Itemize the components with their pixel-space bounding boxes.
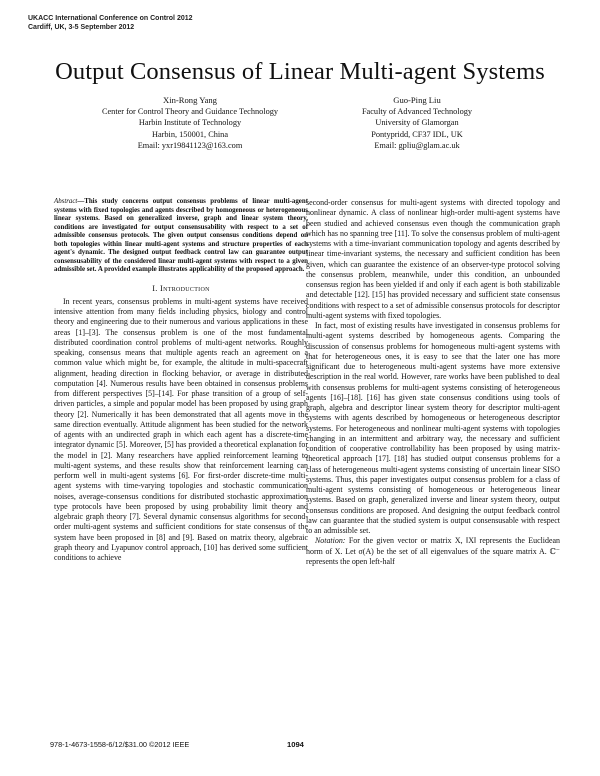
intro-paragraph: second-order consensus for multi-agent systems with directed topology and nonlinear dynamic. A class of nonlinear high-order multi-agent systems have been studied and achieved consensus even though the communication graph which has no spanning tree [11]. To solve the consensus problem of multi-agent systems with a time-invariant communication topology and agents described by linear time-invariant systems, the necessary and sufficient condition has been given, which can guarantee the existence of an observer-type protocol solving the consensus problem, meanwhile, under this condition, an unbounded consensus region has been yielded if and only if each agent is both stabilizable and detectable [12]. [15] has provided necessary and sufficient state consensus conditions with respect to a set of admissible consensus protocols for descriptor multi-agent systems with fixed topologies. xyxy=(306,198,560,320)
author-affiliation: Faculty of Advanced Technology xyxy=(361,107,473,117)
copyright-line: 978-1-4673-1558-6/12/$31.00 ©2012 IEEE xyxy=(50,740,190,749)
abstract-label: Abstract xyxy=(54,198,78,205)
author-institution: University of Glamorgan xyxy=(375,118,459,128)
author-address: Pontypridd, CF37 IDL, UK xyxy=(371,129,463,139)
intro-paragraph: In recent years, consensus problems in multi-agent systems have received intensive attention from many fields including physics, biology and control theory and engineering due to their numerous and various applications in these areas [1]–[3]. The consensus problem is one of the most fundamental distributed coordination control problems of multi-agent networks. Roughly speaking, consensus means that multiple agents reach an agreement on a common value which might be, for example, the altitude in multi-spacecraft alignment, heading direction in flocking behavior, or average in distributed computation [4]. Numerous results have been obtained in consensus problems from different perspectives [5]–[14]. For phase transition of a group of self-driven particles, a simple and popular model has been proposed by using graph theory [2]. Numerically it has been demonstrated that all agents move in the same direction eventually. Attitude alignment has been studied for the network of agents with an undirected graph in which each agent has a discrete-time integrator dynamic [5]. Moreover, [5] has provided a theoretical explanation for the model in [2]. Many researchers have applied reinforcement learning to multi-agent systems, and these results show that reinforcement learning can perform well in multi-agent systems [6]. For first-order discrete-time multi-agent systems with time-varying topologies and stochastic communication noises, average-consensus conditions for distributed stochastic approximation type protocols have been proposed by using probability limit theory and algebraic graph theory [7]. Several dynamic consensus algorithms for second-order multi-agent systems and sufficient conditions for state consensus of the system have been proposed in [8] and [9]. Based on matrix theory, algebraic graph theory and Lyapunov control approach, [10] has derived some sufficient conditions to achieve xyxy=(54,296,308,563)
page-number: 1094 xyxy=(287,740,304,749)
author-email: Email: yxr19841123@163.com xyxy=(137,140,243,150)
author-block-1 xyxy=(70,95,310,151)
author-address: Harbin, 150001, China xyxy=(151,129,229,139)
conference-location: Cardiff, UK, 3-5 September 2012 xyxy=(28,24,135,31)
right-column xyxy=(306,198,560,567)
notation-paragraph xyxy=(306,536,560,567)
author-name: Guo-Ping Liu xyxy=(393,95,441,105)
conference-header xyxy=(28,14,193,32)
author-name: Xin-Rong Yang xyxy=(163,95,217,105)
abstract xyxy=(54,198,308,275)
intro-paragraph: In fact, most of existing results have investigated in consensus problems for multi-agent systems described by homogeneous agents. Comparing the discussion of consensus problems for homogeneous multi-agent systems with that for heterogeneous ones, it is easy to see that the later one has more significant due to heterogeneous multi-agent systems have more extensive description in the real world. However, rare works have been published to deal with consensus problems for multi-agent systems consisting of heterogeneous agents [16]–[18]. [16] has given state consensus conditions using tools of graph, algebra and descriptor linear system theory for descriptor multi-agent systems with agents described by homogeneous or heterogeneous descriptor systems. For heterogeneous and nonlinear multi-agent systems with topologies changing in an intermittent and arbitrary way, the necessary and sufficient condition of cooperative controllability has been proposed by using matrix-theoretical approach [17]. [18] has studied output consensus problems for a class of heterogeneous multi-agent systems consisting of uncertain linear SISO systems. Thus, this paper investigates output consensus problem for a class of multi-agent systems consisting of homogeneous or heterogeneous linear systems. Based on graph, generalized inverse and linear system theory, output consensus conditions are proposed. And designing the output feedback control law can guarantee that the studied system is output consensusable with respect to an admissible set. xyxy=(306,321,560,535)
abstract-text: —This study concerns output consensus problems of linear multi-agent systems with fixed topologies and agents described by homogeneous or heterogeneous linear systems. Based on generalized inverse, graph and linear system theory, conditions are investigated for output consensusability with respect to a set of admissible consensus protocols. The given output consensus conditions depend on both topologies within linear multi-agent systems and structure properties of each agent's dynamic. The designed output feedback control law can guarantee output consensusability of the considered linear multi-agent systems with respect to a given admissible set. A provided example illustrates applicability of the proposed approach. xyxy=(54,198,308,274)
left-column xyxy=(54,198,308,563)
author-affiliation: Center for Control Theory and Guidance Technology xyxy=(101,107,279,117)
conference-name: UKACC International Conference on Control 2012 xyxy=(28,15,193,22)
notation-text: For the given vector or matrix X, ‖X‖ represents the Euclidean norm of X. Let σ(A) be the set of all eigenvalues of the square matrix A. ℂ⁻ represents the open left-half xyxy=(306,536,560,566)
notation-label: Notation: xyxy=(315,536,346,546)
author-block-2 xyxy=(297,95,537,151)
author-institution: Harbin Institute of Technology xyxy=(138,118,242,128)
section-heading: I. Introduction xyxy=(152,283,210,293)
paper-title: Output Consensus of Linear Multi-agent Systems xyxy=(55,58,545,85)
author-email: Email: gpliu@glam.ac.uk xyxy=(374,140,460,150)
